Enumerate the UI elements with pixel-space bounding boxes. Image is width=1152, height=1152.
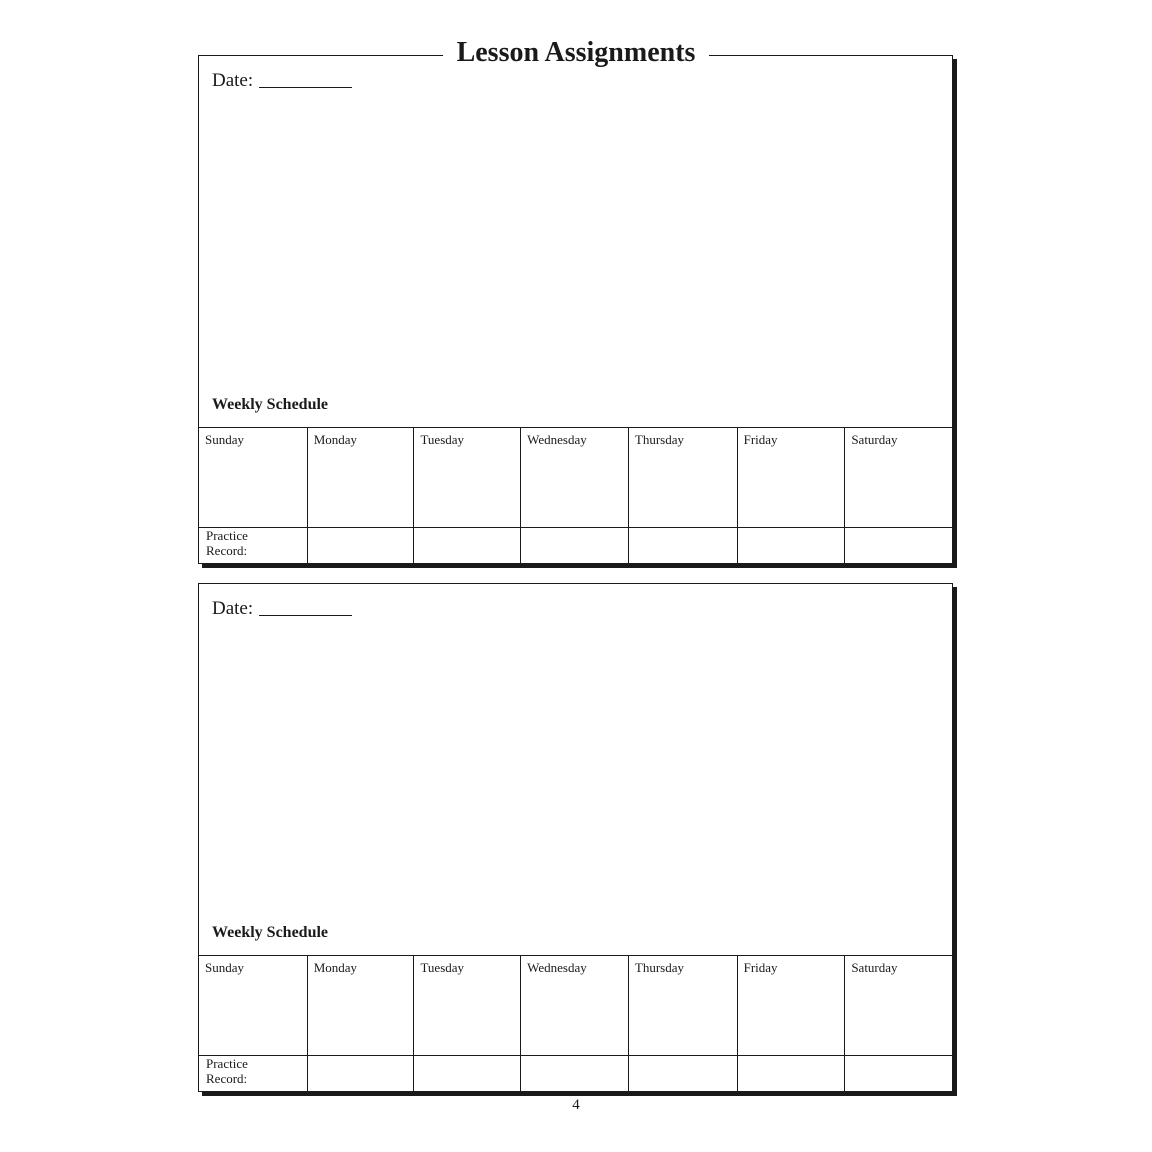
practice-cell-monday[interactable] <box>308 527 415 563</box>
practice-record-label <box>199 527 308 563</box>
practice-cell-tuesday[interactable] <box>414 1055 521 1091</box>
day-cell-friday[interactable]: Friday <box>738 956 846 1055</box>
date-blank-line[interactable] <box>259 71 352 88</box>
page-title-text: Lesson Assignments <box>443 37 710 68</box>
day-cell-saturday[interactable]: Saturday <box>851 960 898 975</box>
date-field <box>212 70 352 92</box>
practice-label-line2: Record: <box>206 543 248 558</box>
day-cell-sunday[interactable]: Sunday <box>199 428 308 527</box>
day-cell-wednesday[interactable]: Wednesday <box>521 428 629 527</box>
day-cell-tuesday[interactable]: Tuesday <box>414 956 521 1055</box>
practice-cell-wednesday[interactable] <box>521 527 629 563</box>
lesson-card-1 <box>198 55 953 564</box>
day-cell-tuesday[interactable]: Tuesday <box>414 428 521 527</box>
date-blank-line[interactable] <box>259 599 352 616</box>
weekly-schedule-table <box>199 427 952 563</box>
day-cell-monday[interactable]: Monday <box>308 956 415 1055</box>
practice-cell-saturday[interactable] <box>845 527 952 563</box>
practice-cell-thursday[interactable] <box>629 1055 738 1091</box>
day-cell-wednesday[interactable]: Wednesday <box>521 956 629 1055</box>
lesson-card-2 <box>198 583 953 1092</box>
practice-record-row <box>199 527 952 563</box>
practice-cell-tuesday[interactable] <box>414 527 521 563</box>
day-row <box>199 428 952 528</box>
day-cell-monday[interactable]: Monday <box>308 428 415 527</box>
day-cell-thursday[interactable]: Thursday <box>629 956 738 1055</box>
practice-cell-friday[interactable] <box>738 527 846 563</box>
date-label: Date: <box>212 598 254 619</box>
practice-cell-wednesday[interactable] <box>521 1055 629 1091</box>
practice-label-line1: Practice <box>206 528 248 543</box>
weekly-schedule-title: Weekly Schedule <box>212 924 329 941</box>
practice-record-label <box>199 1055 308 1091</box>
day-row <box>199 956 952 1056</box>
day-cell-saturday[interactable]: Saturday <box>851 432 898 447</box>
weekly-schedule-table <box>199 955 952 1091</box>
practice-cell-saturday[interactable] <box>845 1055 952 1091</box>
date-field <box>212 598 352 620</box>
day-cell-sunday[interactable]: Sunday <box>199 956 308 1055</box>
date-label: Date: <box>212 70 254 91</box>
practice-cell-friday[interactable] <box>738 1055 846 1091</box>
page-title <box>0 36 1152 70</box>
practice-cell-monday[interactable] <box>308 1055 415 1091</box>
practice-label-line2: Record: <box>206 1071 248 1086</box>
day-cell-thursday[interactable]: Thursday <box>629 428 738 527</box>
practice-cell-thursday[interactable] <box>629 527 738 563</box>
practice-label-line1: Practice <box>206 1056 248 1071</box>
practice-record-row <box>199 1055 952 1091</box>
day-cell-friday[interactable]: Friday <box>738 428 846 527</box>
page-number: 4 <box>572 1097 580 1113</box>
weekly-schedule-title: Weekly Schedule <box>212 396 329 413</box>
